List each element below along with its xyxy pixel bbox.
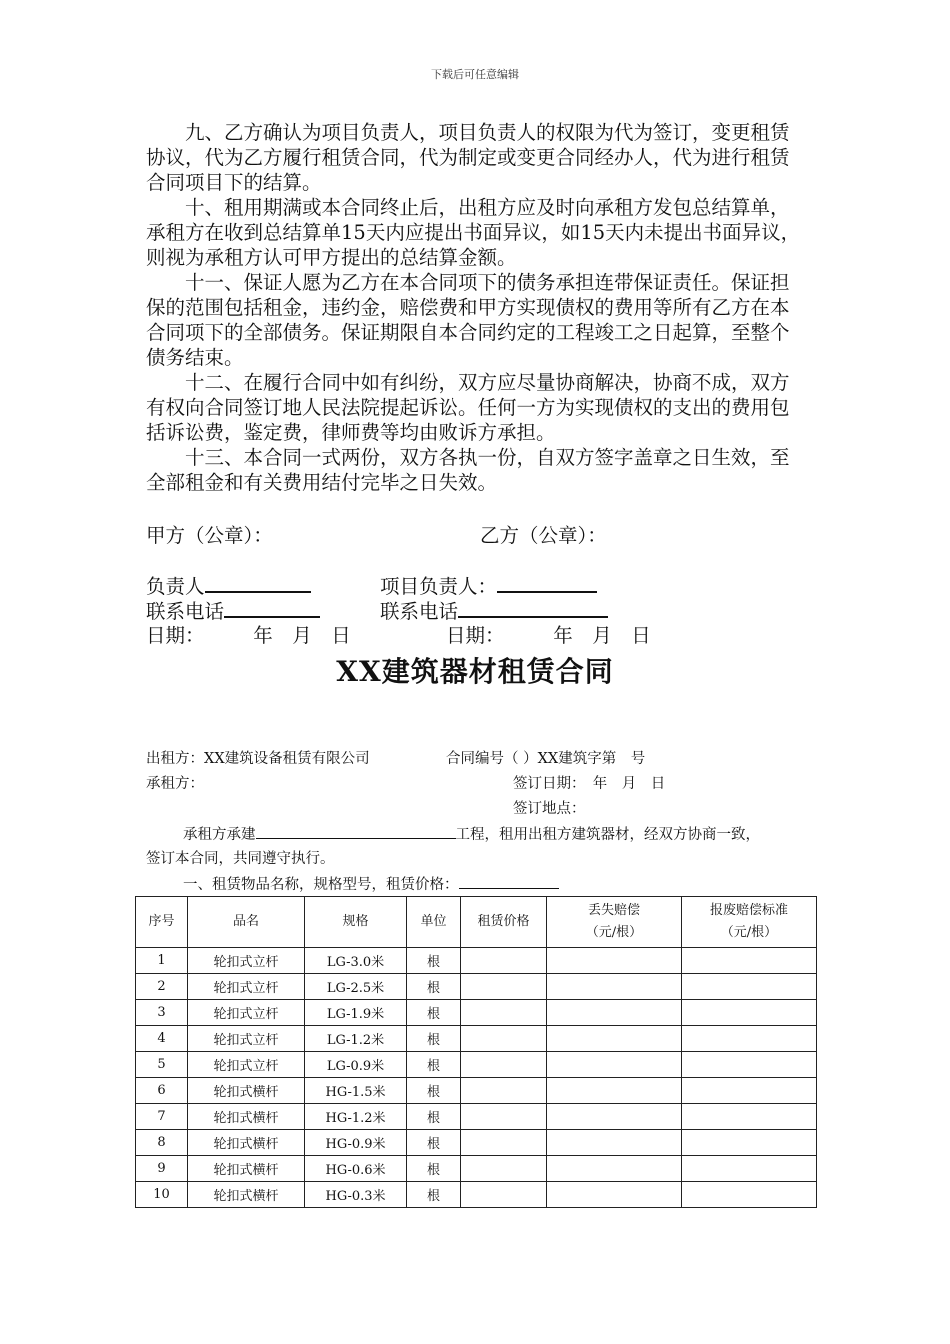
page-header-note: 下载后可任意编辑 <box>431 68 519 81</box>
cell-index: 6 <box>136 1078 188 1104</box>
cell-spec: HG-1.2米 <box>305 1104 407 1130</box>
col-header-loss <box>547 897 682 948</box>
party-b-person-row <box>380 573 597 599</box>
cell-index: 10 <box>136 1182 188 1208</box>
table-row <box>136 948 817 974</box>
party-b-phone-label: 联系电话 <box>380 600 459 623</box>
rental-items-table <box>135 896 817 1208</box>
table-body <box>136 948 817 1208</box>
cell-loss[interactable] <box>547 1130 682 1156</box>
cell-name: 轮扣式立杆 <box>188 1000 305 1026</box>
col-header-unit: 单位 <box>407 897 461 948</box>
contract-clauses <box>146 120 806 495</box>
table-row <box>136 1078 817 1104</box>
cell-unit: 根 <box>407 1156 461 1182</box>
table-row <box>136 1130 817 1156</box>
cell-name: 轮扣式横杆 <box>188 1182 305 1208</box>
cell-loss[interactable] <box>547 1026 682 1052</box>
cell-price[interactable] <box>461 974 547 1000</box>
cell-loss[interactable] <box>547 974 682 1000</box>
cell-index: 1 <box>136 948 188 974</box>
cell-scrap[interactable] <box>682 1000 817 1026</box>
clause-11: 十一、保证人愿为乙方在本合同项下的债务承担连带保证责任。保证担保的范围包括租金，违约金，赔偿费和甲方实现债权的费用等所有乙方在本合同项下的全部债务。保证期限自本合同约定的工程竣工之日起算，至整个债务结束。 <box>146 271 790 369</box>
cell-index: 3 <box>136 1000 188 1026</box>
cell-unit: 根 <box>407 1182 461 1208</box>
cell-scrap[interactable] <box>682 1156 817 1182</box>
cell-spec: HG-1.5米 <box>305 1078 407 1104</box>
col-header-price: 租赁价格 <box>461 897 547 948</box>
cell-name: 轮扣式立杆 <box>188 948 305 974</box>
cell-unit: 根 <box>407 1026 461 1052</box>
lessee-line: 承租方： <box>146 776 204 792</box>
col-header-scrap <box>682 897 817 948</box>
table-row <box>136 974 817 1000</box>
loss-title: 丢失赔偿 <box>587 903 640 918</box>
item-heading: 一、租赁物品名称，规格型号，租赁价格： <box>183 877 459 893</box>
cell-loss[interactable] <box>547 1182 682 1208</box>
table-row <box>136 1000 817 1026</box>
cell-unit: 根 <box>407 1000 461 1026</box>
cell-unit: 根 <box>407 1052 461 1078</box>
cell-scrap[interactable] <box>682 1182 817 1208</box>
cell-loss[interactable] <box>547 948 682 974</box>
col-header-spec: 规格 <box>305 897 407 948</box>
cell-unit: 根 <box>407 1078 461 1104</box>
project-name-blank <box>256 824 456 839</box>
table-row <box>136 1156 817 1182</box>
price-blank <box>459 874 559 889</box>
lessor-line: 出租方：XX建筑设备租赁有限公司 <box>146 751 370 767</box>
party-a-seal: 甲方（公章）： <box>146 524 273 547</box>
intro-suffix: 工程，租用出租方建筑器材，经双方协商一致， <box>455 827 760 843</box>
table-row <box>136 1052 817 1078</box>
party-b-phone-blank <box>458 598 608 618</box>
cell-spec: HG-0.9米 <box>305 1130 407 1156</box>
cell-unit: 根 <box>407 1130 461 1156</box>
cell-index: 9 <box>136 1156 188 1182</box>
cell-index: 2 <box>136 974 188 1000</box>
intro-line-1 <box>183 824 760 845</box>
cell-scrap[interactable] <box>682 1130 817 1156</box>
sign-place: 签订地点： <box>513 801 586 817</box>
cell-price[interactable] <box>461 948 547 974</box>
cell-price[interactable] <box>461 1156 547 1182</box>
party-a-date: 日期： 年 月 日 <box>146 624 351 647</box>
party-b-person-label: 项目负责人： <box>380 575 498 598</box>
intro-prefix: 承租方承建 <box>183 827 256 843</box>
table-row <box>136 1104 817 1130</box>
cell-spec: LG-1.9米 <box>305 1000 407 1026</box>
table-header-row <box>136 897 817 948</box>
cell-scrap[interactable] <box>682 948 817 974</box>
cell-name: 轮扣式立杆 <box>188 1026 305 1052</box>
party-a-person-row <box>146 573 311 599</box>
party-a-phone-blank <box>224 598 320 618</box>
party-b-person-blank <box>497 573 597 593</box>
cell-index: 7 <box>136 1104 188 1130</box>
table-row <box>136 1026 817 1052</box>
cell-scrap[interactable] <box>682 1104 817 1130</box>
sign-date: 签订日期： 年 月 日 <box>513 776 666 792</box>
cell-price[interactable] <box>461 1026 547 1052</box>
clause-12: 十二、在履行合同中如有纠纷，双方应尽量协商解决，协商不成，双方有权向合同签订地人民法院提起诉讼。任何一方为实现债权的支出的费用包括诉讼费，鉴定费，律师费等均由败诉方承担。 <box>146 371 790 444</box>
cell-price[interactable] <box>461 1052 547 1078</box>
cell-spec: LG-0.9米 <box>305 1052 407 1078</box>
intro-line-2: 签订本合同，共同遵守执行。 <box>146 851 335 867</box>
cell-spec: HG-0.3米 <box>305 1182 407 1208</box>
clause-13: 十三、本合同一式两份，双方各执一份，自双方签字盖章之日生效，至全部租金和有关费用结付完毕之日失效。 <box>146 446 790 494</box>
cell-unit: 根 <box>407 1104 461 1130</box>
cell-loss[interactable] <box>547 1000 682 1026</box>
cell-name: 轮扣式横杆 <box>188 1104 305 1130</box>
party-b-phone-row <box>380 598 608 624</box>
cell-name: 轮扣式横杆 <box>188 1130 305 1156</box>
party-a-person-blank <box>205 573 311 593</box>
cell-name: 轮扣式立杆 <box>188 974 305 1000</box>
table-row <box>136 1182 817 1208</box>
cell-loss[interactable] <box>547 1104 682 1130</box>
cell-price[interactable] <box>461 1000 547 1026</box>
party-a-person-label: 负责人 <box>146 575 205 598</box>
cell-spec: LG-1.2米 <box>305 1026 407 1052</box>
cell-unit: 根 <box>407 948 461 974</box>
scrap-unit: （元/根） <box>720 925 778 940</box>
col-header-index: 序号 <box>136 897 188 948</box>
contract-number: 合同编号（ ）XX建筑字第 号 <box>446 751 646 767</box>
contract-title: XX建筑器材租赁合同 <box>336 655 614 688</box>
cell-spec: HG-0.6米 <box>305 1156 407 1182</box>
party-a-phone-row <box>146 598 320 624</box>
cell-scrap[interactable] <box>682 1078 817 1104</box>
cell-name: 轮扣式横杆 <box>188 1078 305 1104</box>
party-b-date: 日期： 年 月 日 <box>446 624 651 647</box>
cell-price[interactable] <box>461 1130 547 1156</box>
cell-price[interactable] <box>461 1078 547 1104</box>
party-a-phone-label: 联系电话 <box>146 600 225 623</box>
col-header-name: 品名 <box>188 897 305 948</box>
item-heading-row <box>183 874 559 895</box>
cell-spec: LG-3.0米 <box>305 948 407 974</box>
cell-scrap[interactable] <box>682 1026 817 1052</box>
cell-loss[interactable] <box>547 1078 682 1104</box>
cell-unit: 根 <box>407 974 461 1000</box>
cell-index: 8 <box>136 1130 188 1156</box>
cell-loss[interactable] <box>547 1052 682 1078</box>
cell-name: 轮扣式横杆 <box>188 1156 305 1182</box>
clause-10: 十、租用期满或本合同终止后，出租方应及时向承租方发包总结算单，承租方在收到总结算单15天内应提出书面异议，如15天内未提出书面异议，则视为承租方认可甲方提出的总结算金额。 <box>146 196 801 269</box>
party-b-seal: 乙方（公章）： <box>480 524 607 547</box>
clause-9: 九、乙方确认为项目负责人，项目负责人的权限为代为签订，变更租赁协议，代为乙方履行租赁合同，代为制定或变更合同经办人，代为进行租赁合同项目下的结算。 <box>146 121 790 194</box>
cell-scrap[interactable] <box>682 974 817 1000</box>
cell-name: 轮扣式立杆 <box>188 1052 305 1078</box>
cell-index: 5 <box>136 1052 188 1078</box>
cell-price[interactable] <box>461 1182 547 1208</box>
cell-loss[interactable] <box>547 1156 682 1182</box>
cell-scrap[interactable] <box>682 1052 817 1078</box>
cell-spec: LG-2.5米 <box>305 974 407 1000</box>
cell-price[interactable] <box>461 1104 547 1130</box>
cell-index: 4 <box>136 1026 188 1052</box>
scrap-title: 报废赔偿标准 <box>709 903 788 918</box>
loss-unit: （元/根） <box>585 925 643 940</box>
